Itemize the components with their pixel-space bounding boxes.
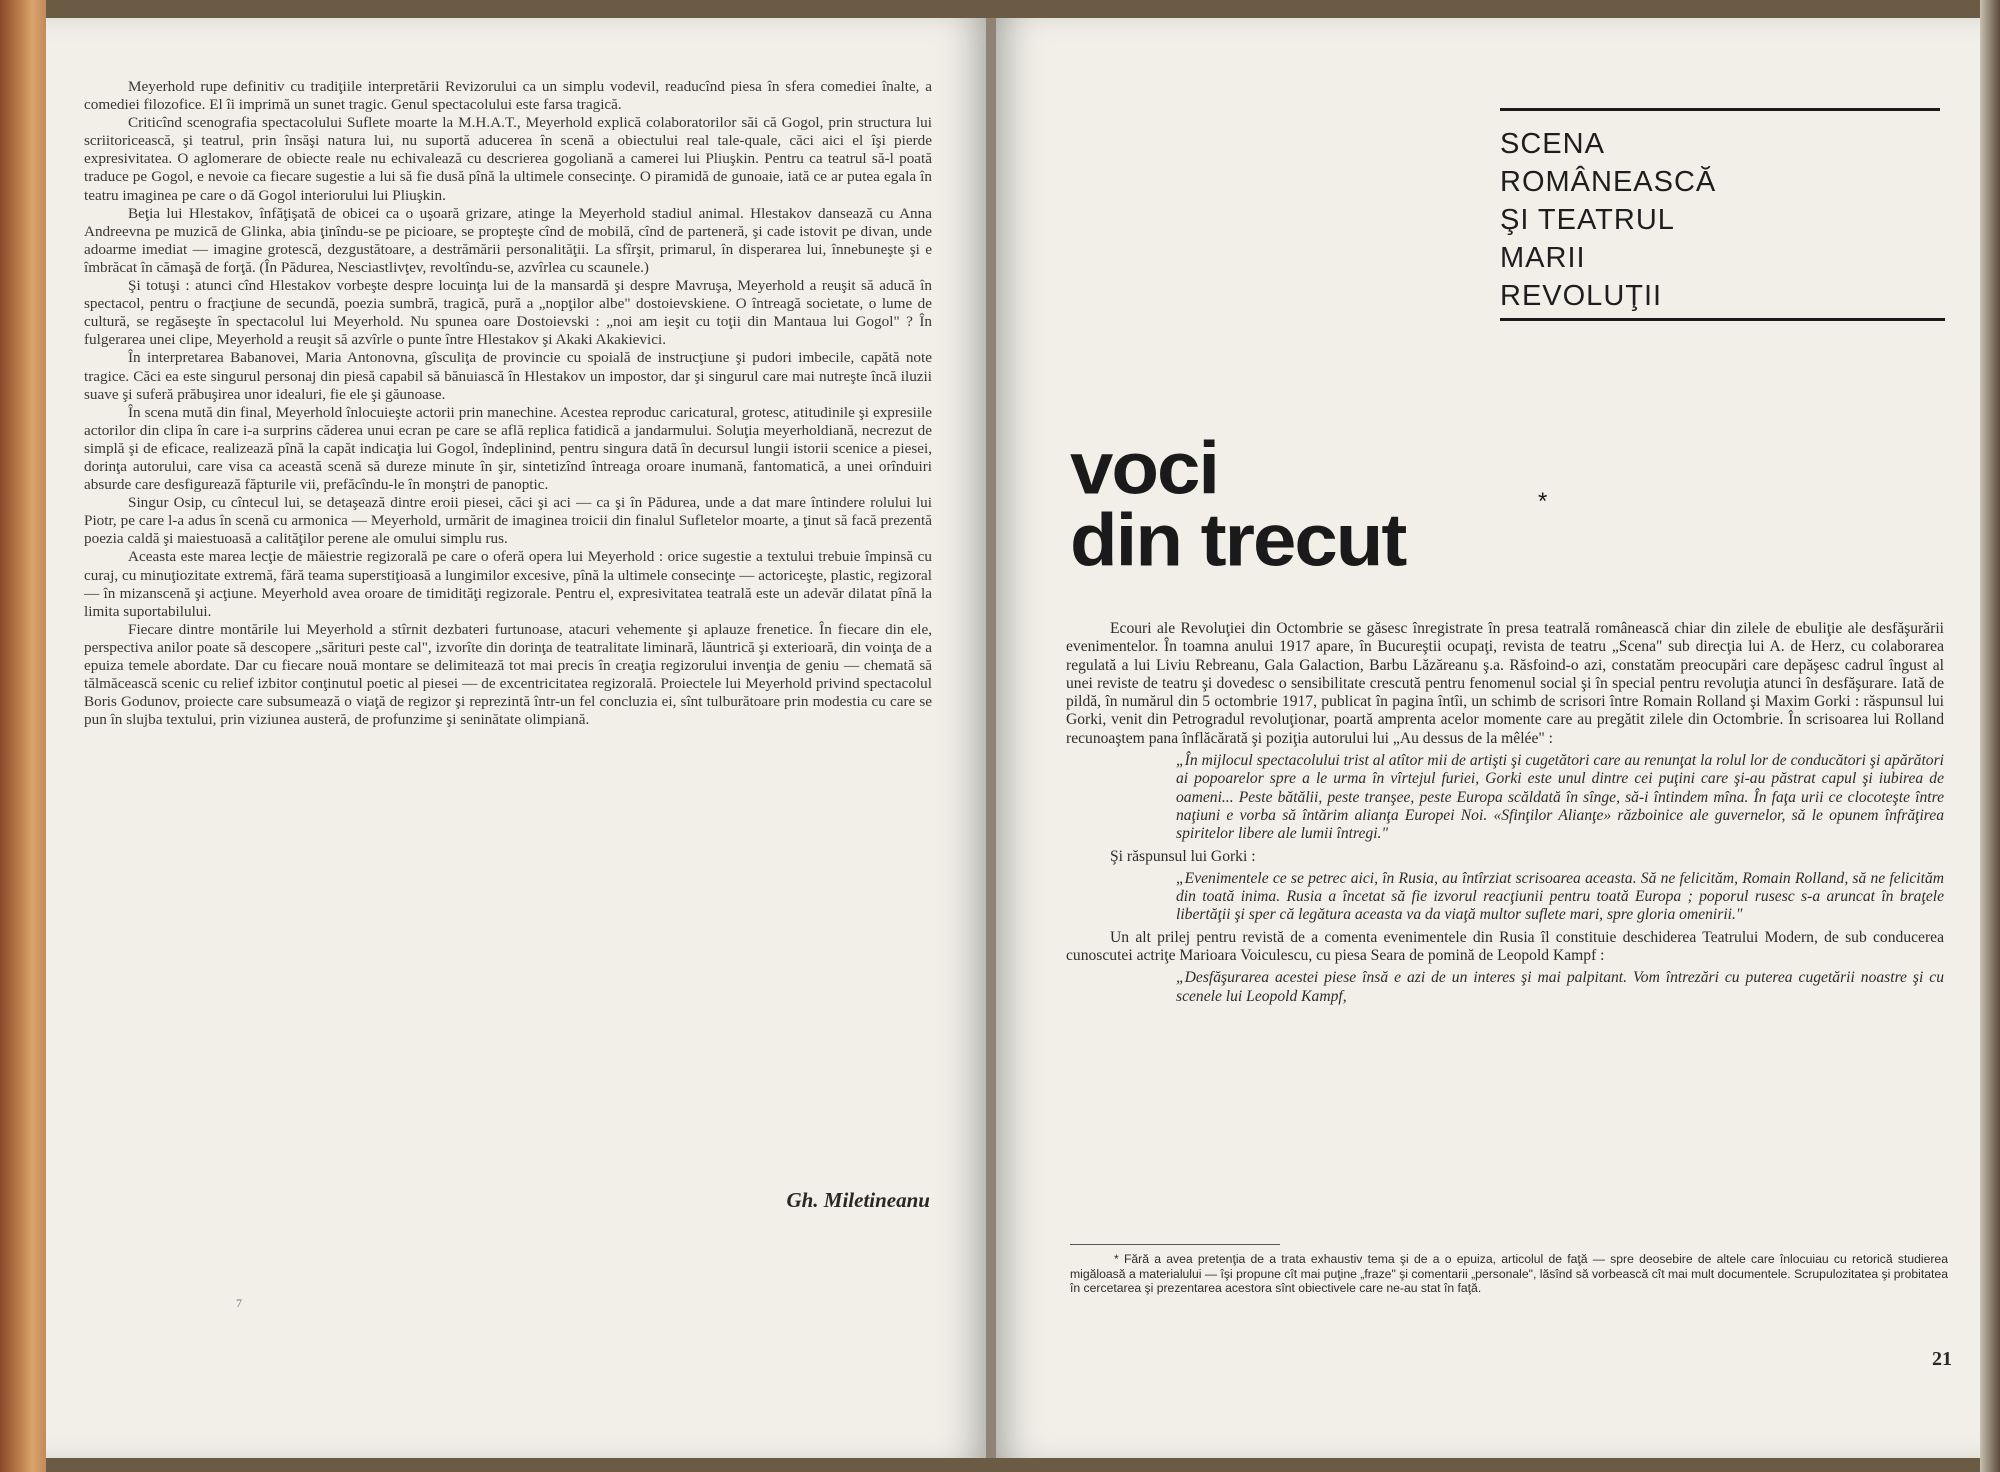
left-paragraph-3: Beţia lui Hlestakov, înfăţişată de obicei ca o uşoară grizare, atinge la Meyerhold stadiul animal. Hlestakov dansează cu Anna Andreevna pe muzică de Glinka, abia ţinîndu-se pe picioare, se propteşte cînd de mobilă, cînd de parteneră, şi cade istovit pe divan, unde adoarme imediat — imagine grotescă, dezgustătoare, a destrămării personalităţii. La sfîrşit, primarul, în disperarea lui, înnebuneşte şi e îmbrăcat în cămaşă de forţă. (În Pădurea, Nesciastlivţev, revoltîndu-se, azvîrlea cu scaunele.) xyxy=(84,204,932,276)
author-signature: Gh. Miletineanu xyxy=(786,1188,930,1212)
left-paragraph-4: Şi totuşi : atunci cînd Hlestakov vorbeşte despre locuinţa lui de la mansardă şi despre Mavruşa, Meyerhold a reuşit să aducă în spectacol, pentru o fracţiune de secundă, poezia sumbră, tragică, pură a „nopţilor albe" dostoievskiene. O întreagă societate, o lume de cultură, se regăseşte în spectacolul lui Meyerhold. Nu spunea oare Dostoievski : „noi am ieşit cu toţii din Mantaua lui Gogol" ? În fulgerarea unei clipe, Meyerhold a reuşit să azvîrle o punte între Hlestakov şi Akaki Akakievici. xyxy=(84,277,932,349)
section-bottom-rule xyxy=(1500,318,1945,321)
right-article-body xyxy=(1066,620,1944,1180)
left-paragraph-8: Aceasta este marea lecţie de măiestrie regizorală pe care o oferă opera lui Meyerhold : orice sugestie a textului trebuie împinsă cu curaj, cu minuţiozitate extremă, fără teama superstiţioasă a lungimilor excesive, pînă la ultimele consecinţe — actoriceşte, plastic, regizoral — în mizanscenă şi acţiune. Meyerhold avea oroare de timidităţi regizorale. Pentru el, expresivitatea teatrală este un adevăr dilatat pînă la limita suportabilului. xyxy=(84,548,932,620)
page-number: 21 xyxy=(1932,1348,1952,1370)
section-title xyxy=(1500,125,1950,315)
footnote-text: * Fără a avea pretenţia de a trata exhaustiv tema şi de a o epuiza, articolul de faţă — spre deosebire de altele care înlocuiau cu retorică studierea migăloasă a materialului — îşi propune cît mai puţine „fraze" şi comentarii „personale", lăsînd să vorbească cît mai mult documentele. Scrupulozitatea şi probitatea în cercetarea şi prezentarea acestora sînt obiectivele care ne-au stat în faţă. xyxy=(1070,1252,1948,1295)
section-title-line-1: SCENA xyxy=(1500,128,1605,160)
second-paragraph: Un alt prilej pentru revistă de a comenta evenimentele din Rusia îl constituie deschiderea Teatrului Modern, de sub conducerea cunoscutei actriţe Marioara Voiculescu, cu piesa Seara de pomină de Leopold Kampf : xyxy=(1066,928,1944,965)
left-paragraph-5: În interpretarea Babanovei, Maria Antonovna, gîsculiţa de provincie cu spoială de instrucţiune şi pudori imbecile, capătă note tragice. Căci ea este singurul personaj din piesă capabil să bănuiască în Hlestakov un impostor, dar şi singurul care mai nutreşte încă iluzii suave şi suferă prăbuşirea unor idealuri, fie ele şi găunoase. xyxy=(84,349,932,403)
left-article-body xyxy=(84,78,932,1310)
book-spine xyxy=(0,0,46,1472)
gorki-reply-intro: Şi răspunsul lui Gorki : xyxy=(1110,847,1256,865)
gorki-quote: „Evenimentele ce se petrec aici, în Rusia, au întîrziat scrisoarea aceasta. Să ne felicităm, Romain Rolland, să ne felicităm din toată inima. Rusia a încetat să fie izvorul reacţiunii pentru toată Europa ; poporul rusesc s-a aruncat în braţele libertăţii şi sper că legătura aceasta va da viaţă multor suflete mari, spre gloria omenirii." xyxy=(1176,869,1944,924)
article-headline xyxy=(1070,426,1530,582)
kampf-quote: „Desfăşurarea acestei piese însă e azi de un interes şi mai palpitant. Vom întrezări cu puterea cugetării noastre şi cu scenele lui Leopold Kampf, xyxy=(1176,969,1944,1005)
section-title-line-5: REVOLUŢII xyxy=(1500,280,1663,312)
section-top-rule xyxy=(1500,108,1940,111)
left-paragraph-6: În scena mută din final, Meyerhold înlocuieşte actorii prin manechine. Acestea reproduc caricatural, grotesc, atitudinile şi expresiile actorilor din clipa în care i-a surprins căderea unui ecran pe care se află replica fatidică a jandarmului. Soluţia meyerholdiană, necrezut de simplă şi de eficace, realizează pînă la capăt indicaţia lui Gogol, îndeplinind, pentru singura dată în decursul lungii istorii scenice a piesei, dorinţa autorului, care visa ca această scenă să dureze minute în şir, sintetizînd întreaga oroare inumană, fantomatică, a unei orînduiri absurde care desfigurează făpturile vii, prefăcîndu-le în monştri de panoptic. xyxy=(84,403,932,494)
intro-paragraph: Ecouri ale Revoluţiei din Octombrie se găsesc înregistrate în presa teatrală românească chiar din zilele de ebuliţie ale desfăşurării evenimentelor. În toamna anului 1917 apare, în Bucureştii ocupaţi, revista de teatru „Scena" sub direcţia lui A. de Herz, cu colaborarea regulată a lui Liviu Rebreanu, Gala Galaction, Barbu Lăzăreanu ş.a. Răsfoind-o azi, constatăm preocupări care depăşesc cadrul îngust al unei reviste de teatru şi dovedesc o sensibilitate crescută pentru fenomenul social şi în special pentru revoluţia atunci în desfăşurare. Iată de pildă, în numărul din 5 octombrie 1917, publicat în pagina întîi, un schimb de scrisori între Romain Rolland şi Maxim Gorki : răspunsul lui Gorki, venit din Petrogradul revoluţionar, poartă amprenta acelor momente care au pregătit zilele din Octombrie. În scrisoarea lui Rolland recunoaştem pana înflăcărată şi poziţia autorului lui „Au dessus de la mêlée" : xyxy=(1066,620,1944,747)
left-paragraph-2: Criticînd scenografia spectacolului Suflete moarte la M.H.A.T., Meyerhold explică colaboratorilor săi că Gogol, prin structura lui scriitoricească, şi teatrul, prin însăşi natura lui, nu suportă aducerea în scenă a obiectului real tale-quale, căci aici el îşi pierde expresivitatea. O aglomerare de obiecte reale nu echivalează cu descrierea gogoliană a camerei lui Pliuşkin. Pentru ca teatrul să-l poată traduce pe Gogol, e nevoie ca fiecare sugestie a lui să fie dusă pînă la ultimele consecinţe. O piramidă de gunoaie, iată ce ar putea egala în teatru imaginea pe care o dă Gogol interiorului lui Pliuşkin. xyxy=(84,114,932,204)
left-paragraph-9: Fiecare dintre montările lui Meyerhold a stîrnit dezbateri furtunoase, atacuri vehemente şi aplauze frenetice. În fiecare din ele, perspectiva anilor poate să descopere „sărituri peste cal", izvorîte din dorinţa de teatralitate liminară, lăuntrică şi exterioară, din voinţa de a epuiza temele abordate. Dar cu fiecare nouă montare se delimitează tot mai precis în creaţia regizorului invenţia de geniu — chemată să tălmăcească scenic cu relief izbitor conţinutul poetic al piesei — de excentricitatea regizorală. Proiectele lui Meyerhold privind spectacolul Boris Godunov, proiecte care subsumează o viaţă de regizor şi reprezintă într-un fel concluzia ei, sînt tulburătoare prin modestia cu care se pun în slujba textului, prin viziunea austeră, de profunzime şi seninătate olimpiană. xyxy=(84,620,932,729)
headline-line-1: voci xyxy=(1070,426,1219,510)
margin-mark: 7 xyxy=(236,1296,242,1310)
footnote-asterisk: * xyxy=(1538,488,1548,515)
footnote-rule xyxy=(1070,1244,1280,1245)
headline-line-2: din trecut xyxy=(1070,498,1406,582)
footnote xyxy=(1070,1252,1948,1332)
section-title-line-2: ROMÂNEASCĂ xyxy=(1500,166,1717,198)
section-title-line-3: ŞI TEATRUL xyxy=(1500,204,1675,236)
book-gutter xyxy=(986,18,996,1458)
left-paragraph-1: Meyerhold rupe definitiv cu tradiţiile interpretării Revizorului ca un simplu vodevil, readucînd piesa în sfera comediei înalte, a comediei filozofice. El îi imprimă un sunet tragic. Genul spectacolului este farsa tragică. xyxy=(84,78,932,114)
left-paragraph-7: Singur Osip, cu cîntecul lui, se detaşează dintre eroii piesei, căci şi aci — ca şi în Pădurea, unde a dat mare întindere rolului lui Piotr, pe care l-a adus în scenă cu armonica — Meyerhold, urmărit de imaginea troicii din finalul Sufletelor moarte, a ţinut să facă prezentă poezia caldă şi maiestuoasă a calităţilor perene ale omului simplu rus. xyxy=(84,494,932,548)
section-title-line-4: MARII xyxy=(1500,242,1586,274)
rolland-quote: „În mijlocul spectacolului trist al atîtor mii de artişti şi cugetători care au renunţat la rolul lor de conducători şi apărători ai popoarelor spre a le urma în vîrtejul furiei, Gorki este unul dintre cei puţini care şi-au păstrat capul şi iubirea de oameni... Peste bătălii, peste tranşee, peste Europa scăldată în sînge, să-i întindem mîna. În faţa urii ce clocoteşte între naţiuni e vorba să întărim alianţa Europei Noi. «Sfinţilor Alianţe» războinice ale guvernelor, să le opunem înfrăţirea spiritelor libere ale lumii întregi." xyxy=(1176,752,1944,843)
page-edge xyxy=(1980,0,2000,1472)
